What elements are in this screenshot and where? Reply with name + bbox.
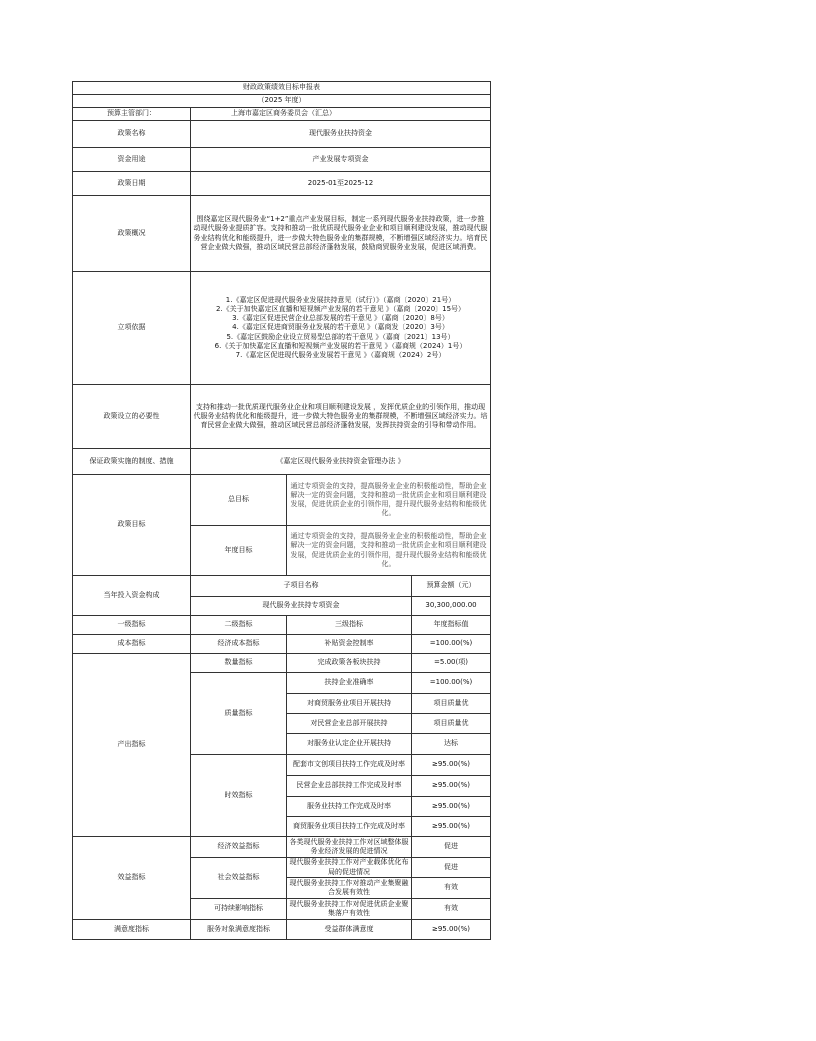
sub-project-header: 子项目名称: [191, 576, 412, 597]
indicator-value: ≥95.00(%): [412, 920, 491, 940]
indicator-level3: 配套市文创项目扶持工作完成及时率: [287, 755, 412, 776]
basis-item: 5.《嘉定区鼓励企业设立贸易型总部的若干意见 》（嘉商〔2021〕13号）: [226, 332, 455, 341]
basis-item: 7.《嘉定区促进现代服务业发展若干意见 》（嘉商规（2024）2号）: [235, 350, 446, 359]
indicator-level2: 服务对象满意度指标: [191, 920, 287, 940]
goal-label: 政策目标: [73, 475, 191, 576]
basis-item: 6.《关于加快嘉定区直播和短视频产业发展的若干意见 》（嘉商规（2024）1号）: [214, 341, 467, 350]
header-value: 年度指标值: [412, 616, 491, 635]
budget-amount: 30,300,000.00: [412, 597, 491, 616]
indicator-value: 达标: [412, 734, 491, 755]
header-level3: 三级指标: [287, 616, 412, 635]
basis-item: 4.《嘉定区促进商贸服务业发展的若干意见 》（嘉商发〔2020〕3号）: [232, 323, 449, 332]
guarantee-label: 保证政策实施的制度、措施: [73, 449, 191, 475]
basis-label: 立项依据: [73, 272, 191, 385]
policy-date: 2025-01至2025-12: [191, 172, 491, 196]
basis-item: 3.《嘉定区促进民营企业总部发展的若干意见 》（嘉商〔2020〕8号）: [232, 314, 449, 323]
form-title: 财政政策绩效目标申报表: [73, 82, 491, 95]
indicator-value: 有效: [412, 878, 491, 899]
header-level1: 一级指标: [73, 616, 191, 635]
indicator-value: =100.00(%): [412, 673, 491, 694]
indicator-value: 有效: [412, 899, 491, 920]
budget-header: 预算金额（元）: [412, 576, 491, 597]
policy-name-label: 政策名称: [73, 121, 191, 148]
indicator-value: ≥95.00(%): [412, 755, 491, 776]
indicator-value: 项目质量优: [412, 694, 491, 714]
indicator-level1: 产出指标: [73, 654, 191, 837]
indicator-level3: 对商贸服务业项目开展扶持: [287, 694, 412, 714]
indicator-level3: 各类现代服务业扶持工作对区域整体服务业经济发展的促进情况: [287, 837, 412, 858]
indicator-level2: 数量指标: [191, 654, 287, 673]
dept-label: 预算主管部门：: [73, 108, 191, 121]
indicator-level2: 时效指标: [191, 755, 287, 837]
guarantee-measures: 《嘉定区现代服务业扶持资金管理办法 》: [191, 449, 491, 475]
indicator-level3: 民营企业总部扶持工作完成及时率: [287, 776, 412, 797]
indicator-value: 促进: [412, 858, 491, 878]
indicator-level3: 现代服务业扶持工作对产业载体优化布局的促进情况: [287, 858, 412, 878]
indicator-level1: 效益指标: [73, 837, 191, 920]
indicator-value: =100.00(%): [412, 635, 491, 654]
header-level2: 二级指标: [191, 616, 287, 635]
basis-item: 2.《关于加快嘉定区直播和短视频产业发展的若干意见 》（嘉商〔2020〕15号）: [215, 305, 466, 314]
indicator-level1: 满意度指标: [73, 920, 191, 940]
indicator-level1: 成本指标: [73, 635, 191, 654]
overview-label: 政策概况: [73, 196, 191, 272]
indicator-level2: 社会效益指标: [191, 858, 287, 899]
indicator-level3: 补贴资金控制率: [287, 635, 412, 654]
necessity-label: 政策设立的必要性: [73, 385, 191, 449]
indicator-level2: 经济成本指标: [191, 635, 287, 654]
dept-value: 上海市嘉定区商务委员会（汇总）: [191, 108, 491, 121]
fund-use: 产业发展专项资金: [191, 148, 491, 172]
invest-label: 当年投入资金构成: [73, 576, 191, 616]
indicator-level3: 扶持企业准确率: [287, 673, 412, 694]
indicator-value: 促进: [412, 837, 491, 858]
indicator-level3: 受益群体满意度: [287, 920, 412, 940]
basis-item: 1.《嘉定区促进现代服务业发展扶持意见（试行）》（嘉商〔2020〕21号）: [225, 296, 456, 305]
indicator-level3: 完成政策各板块扶持: [287, 654, 412, 673]
basis-list: [191, 272, 491, 385]
policy-date-label: 政策日期: [73, 172, 191, 196]
indicator-level2: 质量指标: [191, 673, 287, 755]
total-goal: 通过专项资金的支持，提高服务业企业的积极能动性，帮助企业解决一定的资金问题，支持和推动一批优质企业和项目顺利建设发展，促进优质企业的引领作用，提升现代服务业结构和能级优化。: [287, 475, 491, 526]
form-year: （2025 年度）: [73, 95, 491, 108]
indicator-level3: 对民营企业总部开展扶持: [287, 714, 412, 734]
indicator-value: 项目质量优: [412, 714, 491, 734]
indicator-level3: 现代服务业扶持工作对推动产业集聚融合发展有效性: [287, 878, 412, 899]
indicator-level2: 经济效益指标: [191, 837, 287, 858]
sub-project-name: 现代服务业扶持专项资金: [191, 597, 412, 616]
total-goal-label: 总目标: [191, 475, 287, 526]
indicator-level2: 可持续影响指标: [191, 899, 287, 920]
indicator-value: =5.00(项): [412, 654, 491, 673]
policy-overview: 围绕嘉定区现代服务业“1+2”重点产业发展目标，制定一系列现代服务业扶持政策，进一步推动现代服务业提质扩容。支持和推动一批优质现代服务业企业和项目顺利建设发展，推动现代服务业结构优化和能级提升，进一步做大特色服务业的集群规模，不断增强区域经济实力。培育民营企业做大做强，推动区域民营总部经济蓬勃发展，鼓励商贸服务业发展，促进区域消费。: [191, 196, 491, 272]
policy-necessity: 支持和推动一批优质现代服务业企业和项目顺利建设发展 ，发挥优质企业的引领作用，推动现代服务业结构优化和能级提升，进一步做大特色服务业的集群规模，不断增强区域经济实力。培育民营企业做大做强，推动区域民营总部经济蓬勃发展，发挥扶持资金的引导和带动作用。: [191, 385, 491, 449]
indicator-value: ≥95.00(%): [412, 817, 491, 837]
indicator-level3: 对服务业认定企业开展扶持: [287, 734, 412, 755]
annual-goal-label: 年度目标: [191, 526, 287, 576]
fund-use-label: 资金用途: [73, 148, 191, 172]
annual-goal: 通过专项资金的支持，提高服务业企业的积极能动性，帮助企业解决一定的资金问题，支持和推动一批优质企业和项目顺利建设发展，促进优质企业的引领作用，提升现代服务业结构和能级优化。: [287, 526, 491, 576]
indicator-value: ≥95.00(%): [412, 776, 491, 797]
policy-name: 现代服务业扶持资金: [191, 121, 491, 148]
indicator-level3: 服务业扶持工作完成及时率: [287, 797, 412, 817]
indicator-level3: 现代服务业扶持工作对促进优质企业聚集落户有效性: [287, 899, 412, 920]
indicator-value: ≥95.00(%): [412, 797, 491, 817]
indicator-level3: 商贸服务业项目扶持工作完成及时率: [287, 817, 412, 837]
performance-goal-form: [72, 81, 491, 940]
